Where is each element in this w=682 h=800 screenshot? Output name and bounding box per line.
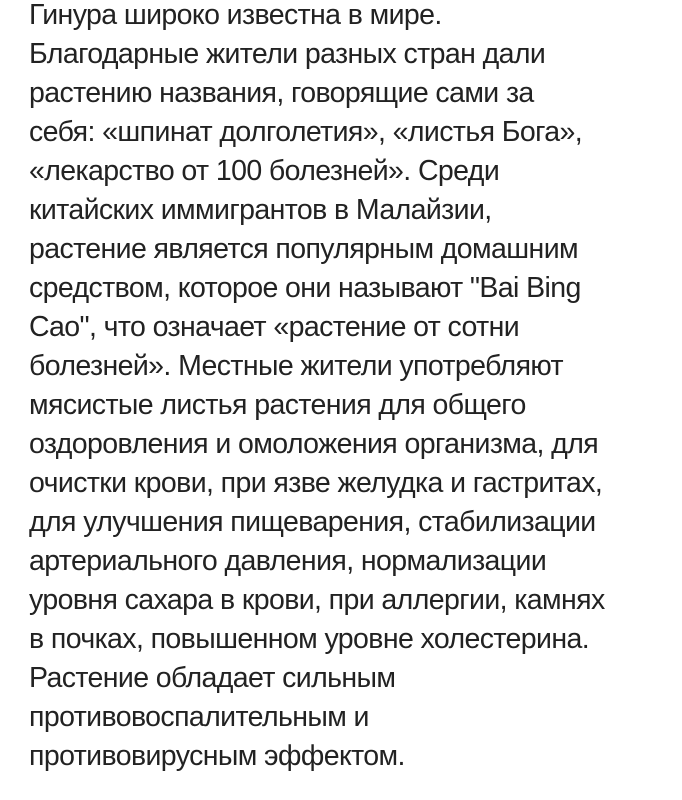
article-text (29, 0, 682, 776)
text-line: оздоровления и омоложения организма, для (29, 428, 599, 460)
text-line: очистки крови, при язве желудка и гастритах, (29, 467, 603, 499)
text-line: для улучшения пищеварения, стабилизации (29, 506, 596, 538)
text-line: болезней». Местные жители употребляют (29, 350, 564, 382)
text-line: себя: «шпинат долголетия», «листья Бога», (29, 116, 583, 148)
text-line: Благодарные жители разных стран дали (29, 38, 546, 70)
text-line: средством, которое они называют "Bai Bing (29, 272, 581, 304)
text-line: противовоспалительным и (29, 701, 369, 733)
text-line: в почках, повышенном уровне холестерина. (29, 623, 590, 655)
text-line: китайских иммигрантов в Малайзии, (29, 194, 492, 226)
text-line: артериального давления, нормализации (29, 545, 547, 577)
text-line: мясистые листья растения для общего (29, 389, 526, 421)
text-line: противовирусным эффектом. (29, 740, 405, 772)
text-line: растение является популярным домашним (29, 233, 579, 265)
text-line: уровня сахара в крови, при аллергии, камнях (29, 584, 605, 616)
text-line: Гинура широко известна в мире. (29, 0, 442, 31)
text-line: Растение обладает сильным (29, 662, 396, 694)
text-line: растению названия, говорящие сами за (29, 77, 534, 109)
text-line: «лекарство от 100 болезней». Среди (29, 155, 500, 187)
text-line: Cao", что означает «растение от сотни (29, 311, 520, 343)
